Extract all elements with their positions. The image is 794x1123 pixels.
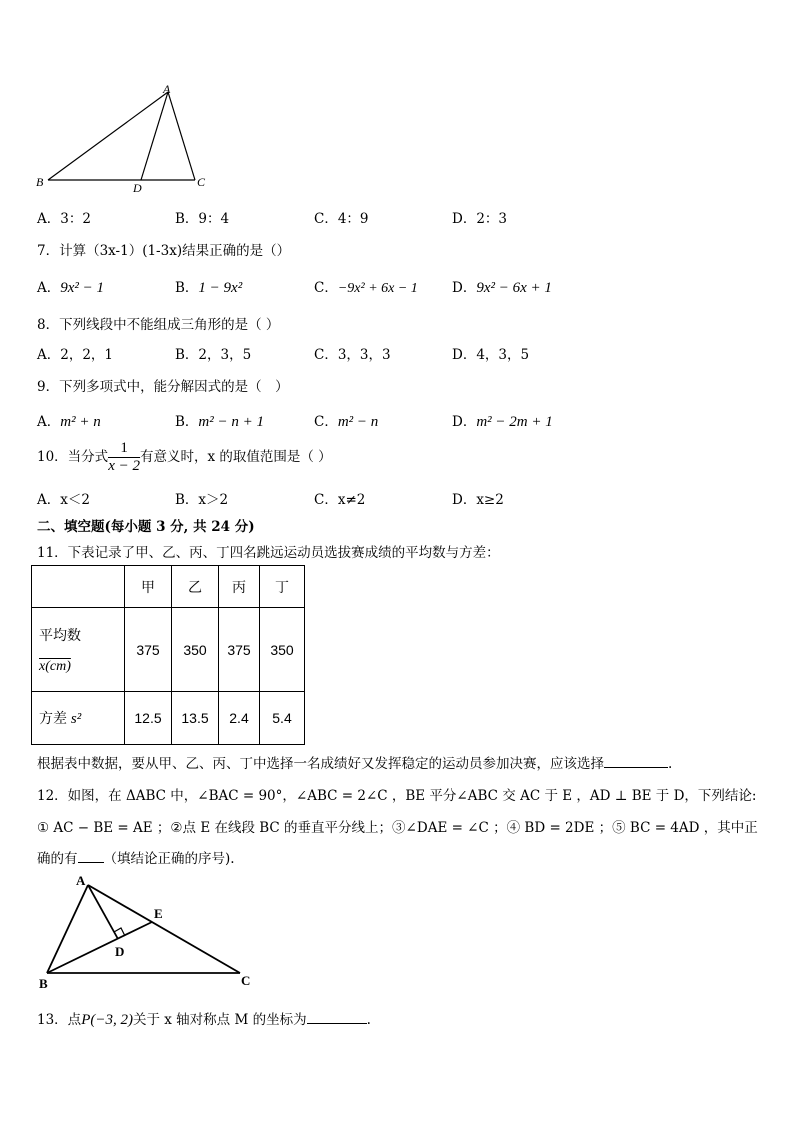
q11-after-text: 根据表中数据，要从甲、乙、丙、丁中选择一名成绩好又发挥稳定的运动员参加决赛，应该选择: [37, 756, 604, 772]
q11-answer-blank[interactable]: [604, 767, 668, 768]
table-row: [32, 692, 305, 745]
q7-a-expr: 9x² − 1: [60, 280, 105, 296]
segment-be: [47, 922, 152, 973]
segment-ab: [47, 885, 88, 973]
q6-option-c[interactable]: C．4：9: [314, 211, 369, 227]
table-cell: 350: [260, 608, 305, 692]
table-header-cell: 丁: [260, 566, 305, 608]
q9-c-expr: m² − n: [337, 414, 379, 430]
q12-line-3: [37, 847, 235, 867]
q6-option-d[interactable]: D．2：3: [452, 211, 508, 227]
q10-frac-num: 1: [108, 440, 140, 458]
q7-d-label: D．: [452, 280, 477, 296]
q12-line-2: ① AC − BE = AE ；②点 E 在线段 BC 的垂直平分线上；③∠DAE = ∠C ；④ BD = 2DE ；⑤ BC = 4AD ，其中正: [37, 820, 758, 836]
q13-pre: 13．点: [37, 1012, 82, 1028]
q6-option-a[interactable]: A．3：2: [37, 211, 91, 227]
q9-option-b[interactable]: [175, 410, 264, 431]
label-c: C: [241, 973, 251, 988]
q7-d-expr: 9x² − 6x + 1: [476, 280, 552, 296]
q7-option-b[interactable]: [175, 276, 242, 297]
table-cell: 13.5: [172, 692, 219, 745]
q8-option-a[interactable]: A．2，2，1: [37, 347, 114, 363]
q10-stem-post: 有意义时，x 的取值范围是（ ）: [139, 449, 332, 465]
q10-fraction: [108, 440, 140, 475]
table-header-cell: 乙: [172, 566, 219, 608]
mean-unit: x(cm): [39, 658, 71, 674]
label-b: B: [36, 175, 44, 189]
segment-ac: [168, 92, 195, 180]
q9-d-expr: m² − 2m + 1: [476, 414, 553, 430]
q11-end: .: [668, 756, 673, 772]
q9-option-d[interactable]: [452, 410, 553, 431]
q10-option-c[interactable]: C．x≠2: [314, 492, 366, 508]
q11-stem: 11．下表记录了甲、乙、丙、丁四名跳远运动员选拔赛成绩的平均数与方差：: [37, 545, 500, 561]
table-cell: 12.5: [125, 692, 172, 745]
q12-line3-pre: 确的有: [37, 851, 78, 867]
q9-d-label: D．: [452, 414, 477, 430]
q8-stem: 8．下列线段中不能组成三角形的是（ ）: [37, 317, 280, 333]
q6-option-b[interactable]: B．9：4: [175, 211, 230, 227]
q13-end: .: [366, 1012, 371, 1028]
q7-stem: 7．计算（3x-1）(1-3x)结果正确的是（）: [37, 243, 291, 259]
table-row-label: [32, 692, 125, 745]
label-e: E: [154, 906, 163, 921]
q10-option-d[interactable]: D．x≥2: [452, 492, 504, 508]
q9-option-a[interactable]: [37, 410, 101, 431]
q9-stem: 9．下列多项式中，能分解因式的是（ ）: [37, 379, 289, 395]
segment-ad: [141, 92, 168, 180]
q9-b-expr: m² − n + 1: [198, 414, 264, 430]
table-cell: 2.4: [219, 692, 260, 745]
label-a: A: [76, 873, 86, 888]
q8-option-c[interactable]: C．3，3，3: [314, 347, 391, 363]
q10-stem: [37, 440, 332, 475]
q9-option-c[interactable]: [314, 410, 378, 431]
q10-frac-den: x − 2: [108, 458, 140, 474]
table-cell: 375: [125, 608, 172, 692]
triangle-figure-1: [30, 80, 220, 198]
variance-label: 方差: [39, 710, 67, 726]
table-cell: 375: [219, 608, 260, 692]
q12-line-1: 12．如图，在 ΔABC 中，∠BAC = 90°，∠ABC = 2∠C ，BE 平分∠ABC 交 AC 于 E ，AD ⊥ BE 于 D，下列结论:: [37, 788, 757, 804]
table-row: [32, 566, 305, 608]
q13-answer-blank[interactable]: [307, 1023, 367, 1024]
q13-question: [37, 1008, 371, 1029]
q7-b-label: B．: [175, 280, 199, 296]
label-c: C: [197, 175, 206, 189]
q7-option-c[interactable]: [314, 276, 418, 297]
q9-a-expr: m² + n: [60, 414, 101, 430]
table-row: [32, 608, 305, 692]
q13-point: P(−3, 2): [81, 1012, 133, 1028]
q8-option-b[interactable]: B．2，3，5: [175, 347, 252, 363]
q7-b-expr: 1 − 9x²: [198, 280, 243, 296]
q10-option-a[interactable]: A．x＜2: [37, 492, 90, 508]
q7-option-d[interactable]: [452, 276, 552, 297]
table-cell: 5.4: [260, 692, 305, 745]
label-d: D: [115, 944, 125, 959]
q7-a-label: A．: [37, 280, 61, 296]
segment-ab: [48, 92, 168, 180]
mean-label: 平均数: [39, 626, 81, 643]
q7-c-label: C．: [314, 280, 338, 296]
q12-line3-post: （填结论正确的序号).: [103, 851, 235, 867]
q10-stem-pre: 10．当分式: [37, 449, 109, 465]
q7-option-a[interactable]: [37, 276, 104, 297]
table-header-cell: 丙: [219, 566, 260, 608]
table-corner-cell: [32, 566, 125, 608]
q13-post: 关于 x 轴对称点 M 的坐标为: [132, 1012, 307, 1028]
q12-answer-blank[interactable]: [78, 862, 104, 863]
segment-ac: [88, 885, 240, 973]
label-b: B: [39, 976, 48, 991]
q11-question: [37, 752, 672, 772]
label-a: A: [163, 82, 171, 96]
variance-symbol: s²: [70, 711, 82, 727]
triangle-figure-2: [30, 868, 270, 996]
table-header-cell: 甲: [125, 566, 172, 608]
q11-score-table: [31, 565, 305, 745]
table-cell: 350: [172, 608, 219, 692]
label-d: D: [133, 181, 142, 195]
q10-option-b[interactable]: B．x＞2: [175, 492, 229, 508]
q9-c-label: C．: [314, 414, 338, 430]
q9-a-label: A．: [37, 414, 61, 430]
q7-c-expr: −9x² + 6x − 1: [337, 281, 418, 296]
table-row-label: [32, 608, 125, 692]
q9-b-label: B．: [175, 414, 199, 430]
section-fill-in-blank-heading: 二、填空题(每小题 3 分, 共 24 分): [37, 519, 255, 535]
q8-option-d[interactable]: D．4，3，5: [452, 347, 530, 363]
